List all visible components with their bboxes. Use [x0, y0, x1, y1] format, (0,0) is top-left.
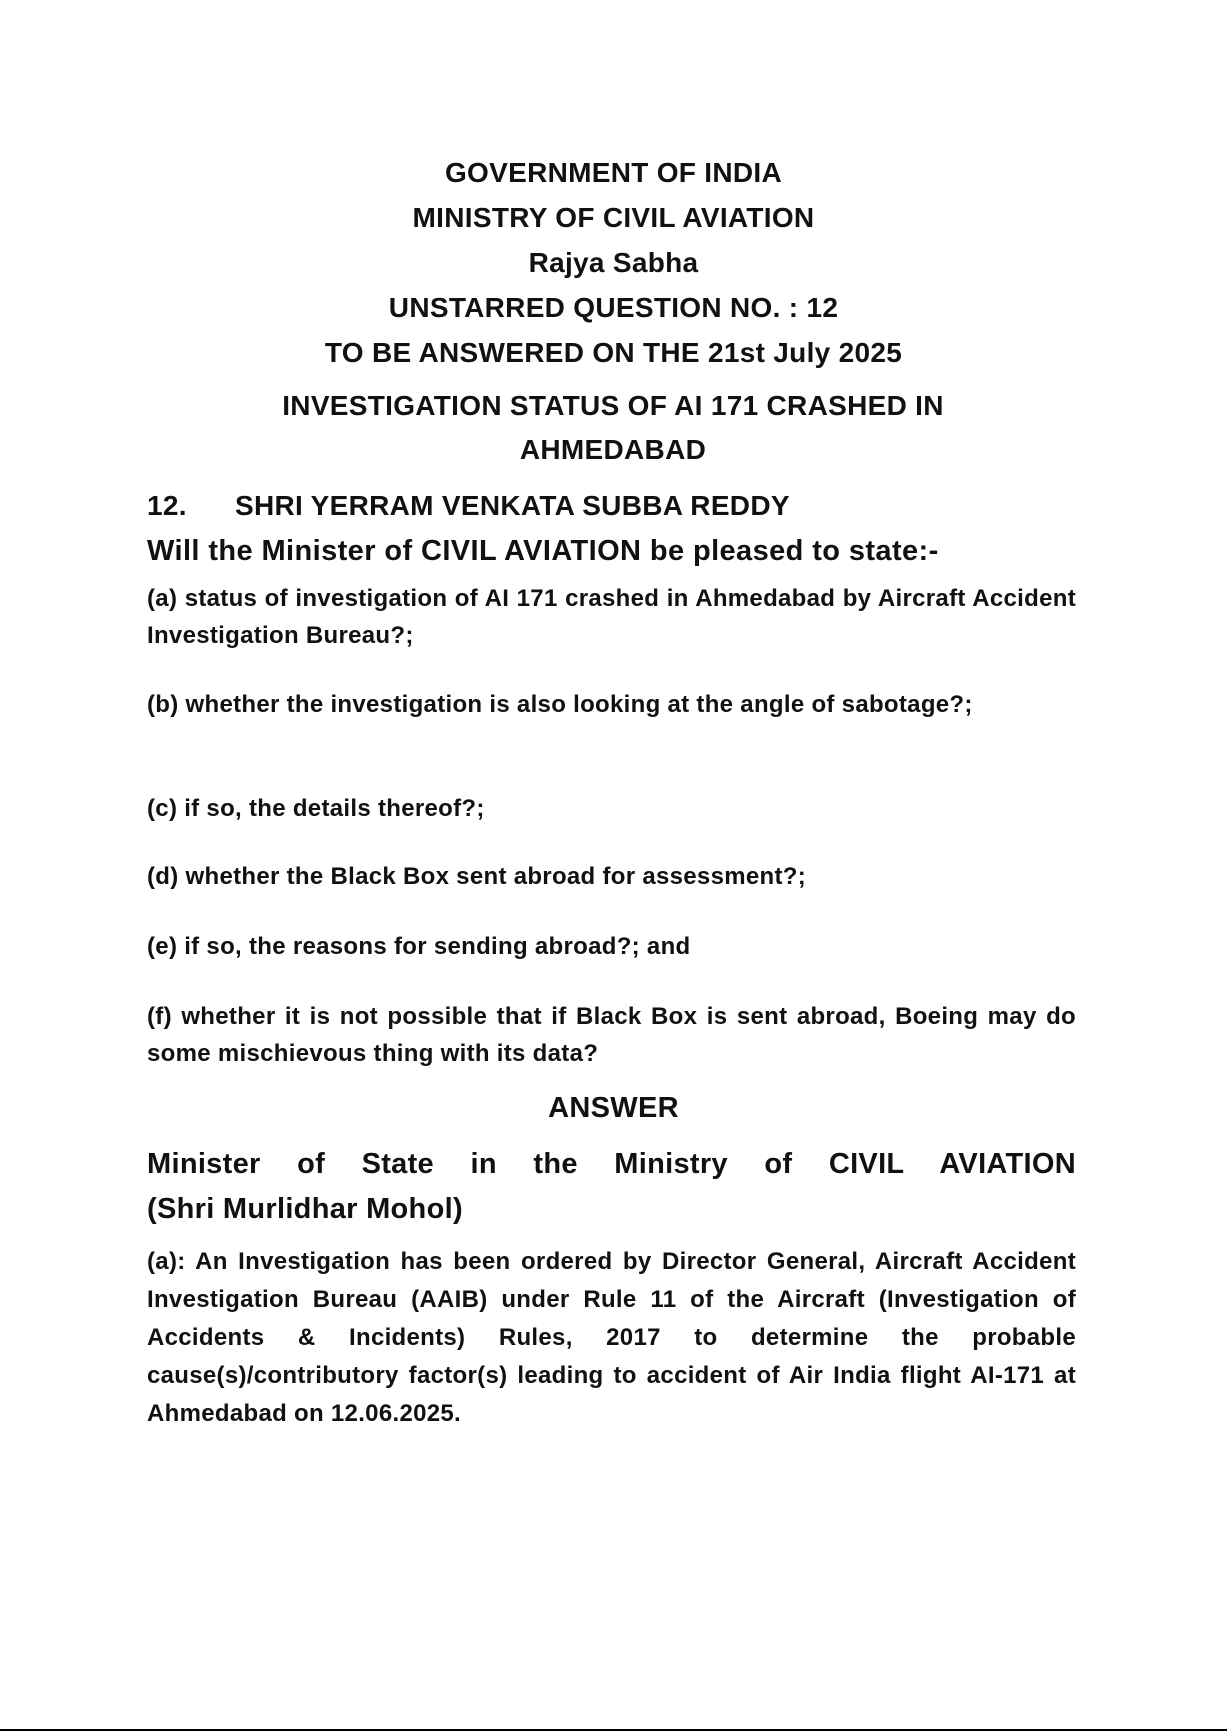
answer-part-a: (a): An Investigation has been ordered by Director General, Aircraft Accident Investigation Bureau (AAIB) under Rule 11 of the Aircraft (Investigation of Accidents & Incidents) Rules, 2017 to determine the probable cause(s)/contributory factor(s) leading to accident of Air India flight AI-171 at Ahmedabad on 12.06.2025. [147, 1248, 1076, 1427]
question-part-a: (a) status of investigation of AI 171 crashed in Ahmedabad by Aircraft Accident Investigation Bureau?; [147, 585, 1076, 649]
question-part-b: (b) whether the investigation is also looking at the angle of sabotage?; [147, 691, 973, 718]
minister-name: (Shri Murlidhar Mohol) [147, 1193, 463, 1225]
ministry-heading: MINISTRY OF CIVIL AVIATION [412, 202, 815, 233]
question-serial: 12. [147, 490, 187, 521]
question-part-d: (d) whether the Black Box sent abroad for assessment?; [147, 863, 807, 890]
document-header [0, 150, 1227, 375]
house-heading: Rajya Sabha [528, 247, 699, 278]
question-asker [147, 486, 1076, 526]
question-part-e: (e) if so, the reasons for sending abroad?; and [147, 933, 691, 960]
government-heading: GOVERNMENT OF INDIA [444, 157, 783, 188]
question-part-f: (f) whether it is not possible that if Black Box is sent abroad, Boeing may do some mischievous thing with its data? [147, 1003, 1076, 1067]
minister-designation: Minister of State in the Ministry of CIVIL AVIATION [147, 1148, 1076, 1180]
question-number-heading: UNSTARRED QUESTION NO. : 12 [388, 292, 839, 323]
answering-minister [147, 1142, 1076, 1232]
page-bottom-rule [0, 1729, 1227, 1731]
answer-heading: ANSWER [548, 1092, 679, 1124]
answer-date-heading: TO BE ANSWERED ON THE 21st July 2025 [324, 337, 903, 368]
question-lead: Will the Minister of CIVIL AVIATION be pleased to state:- [147, 535, 939, 567]
question-subject: INVESTIGATION STATUS OF AI 171 CRASHED IN AHMEDABAD [282, 390, 944, 465]
question-part-c: (c) if so, the details thereof?; [147, 795, 485, 822]
member-name: SHRI YERRAM VENKATA SUBBA REDDY [235, 490, 790, 521]
